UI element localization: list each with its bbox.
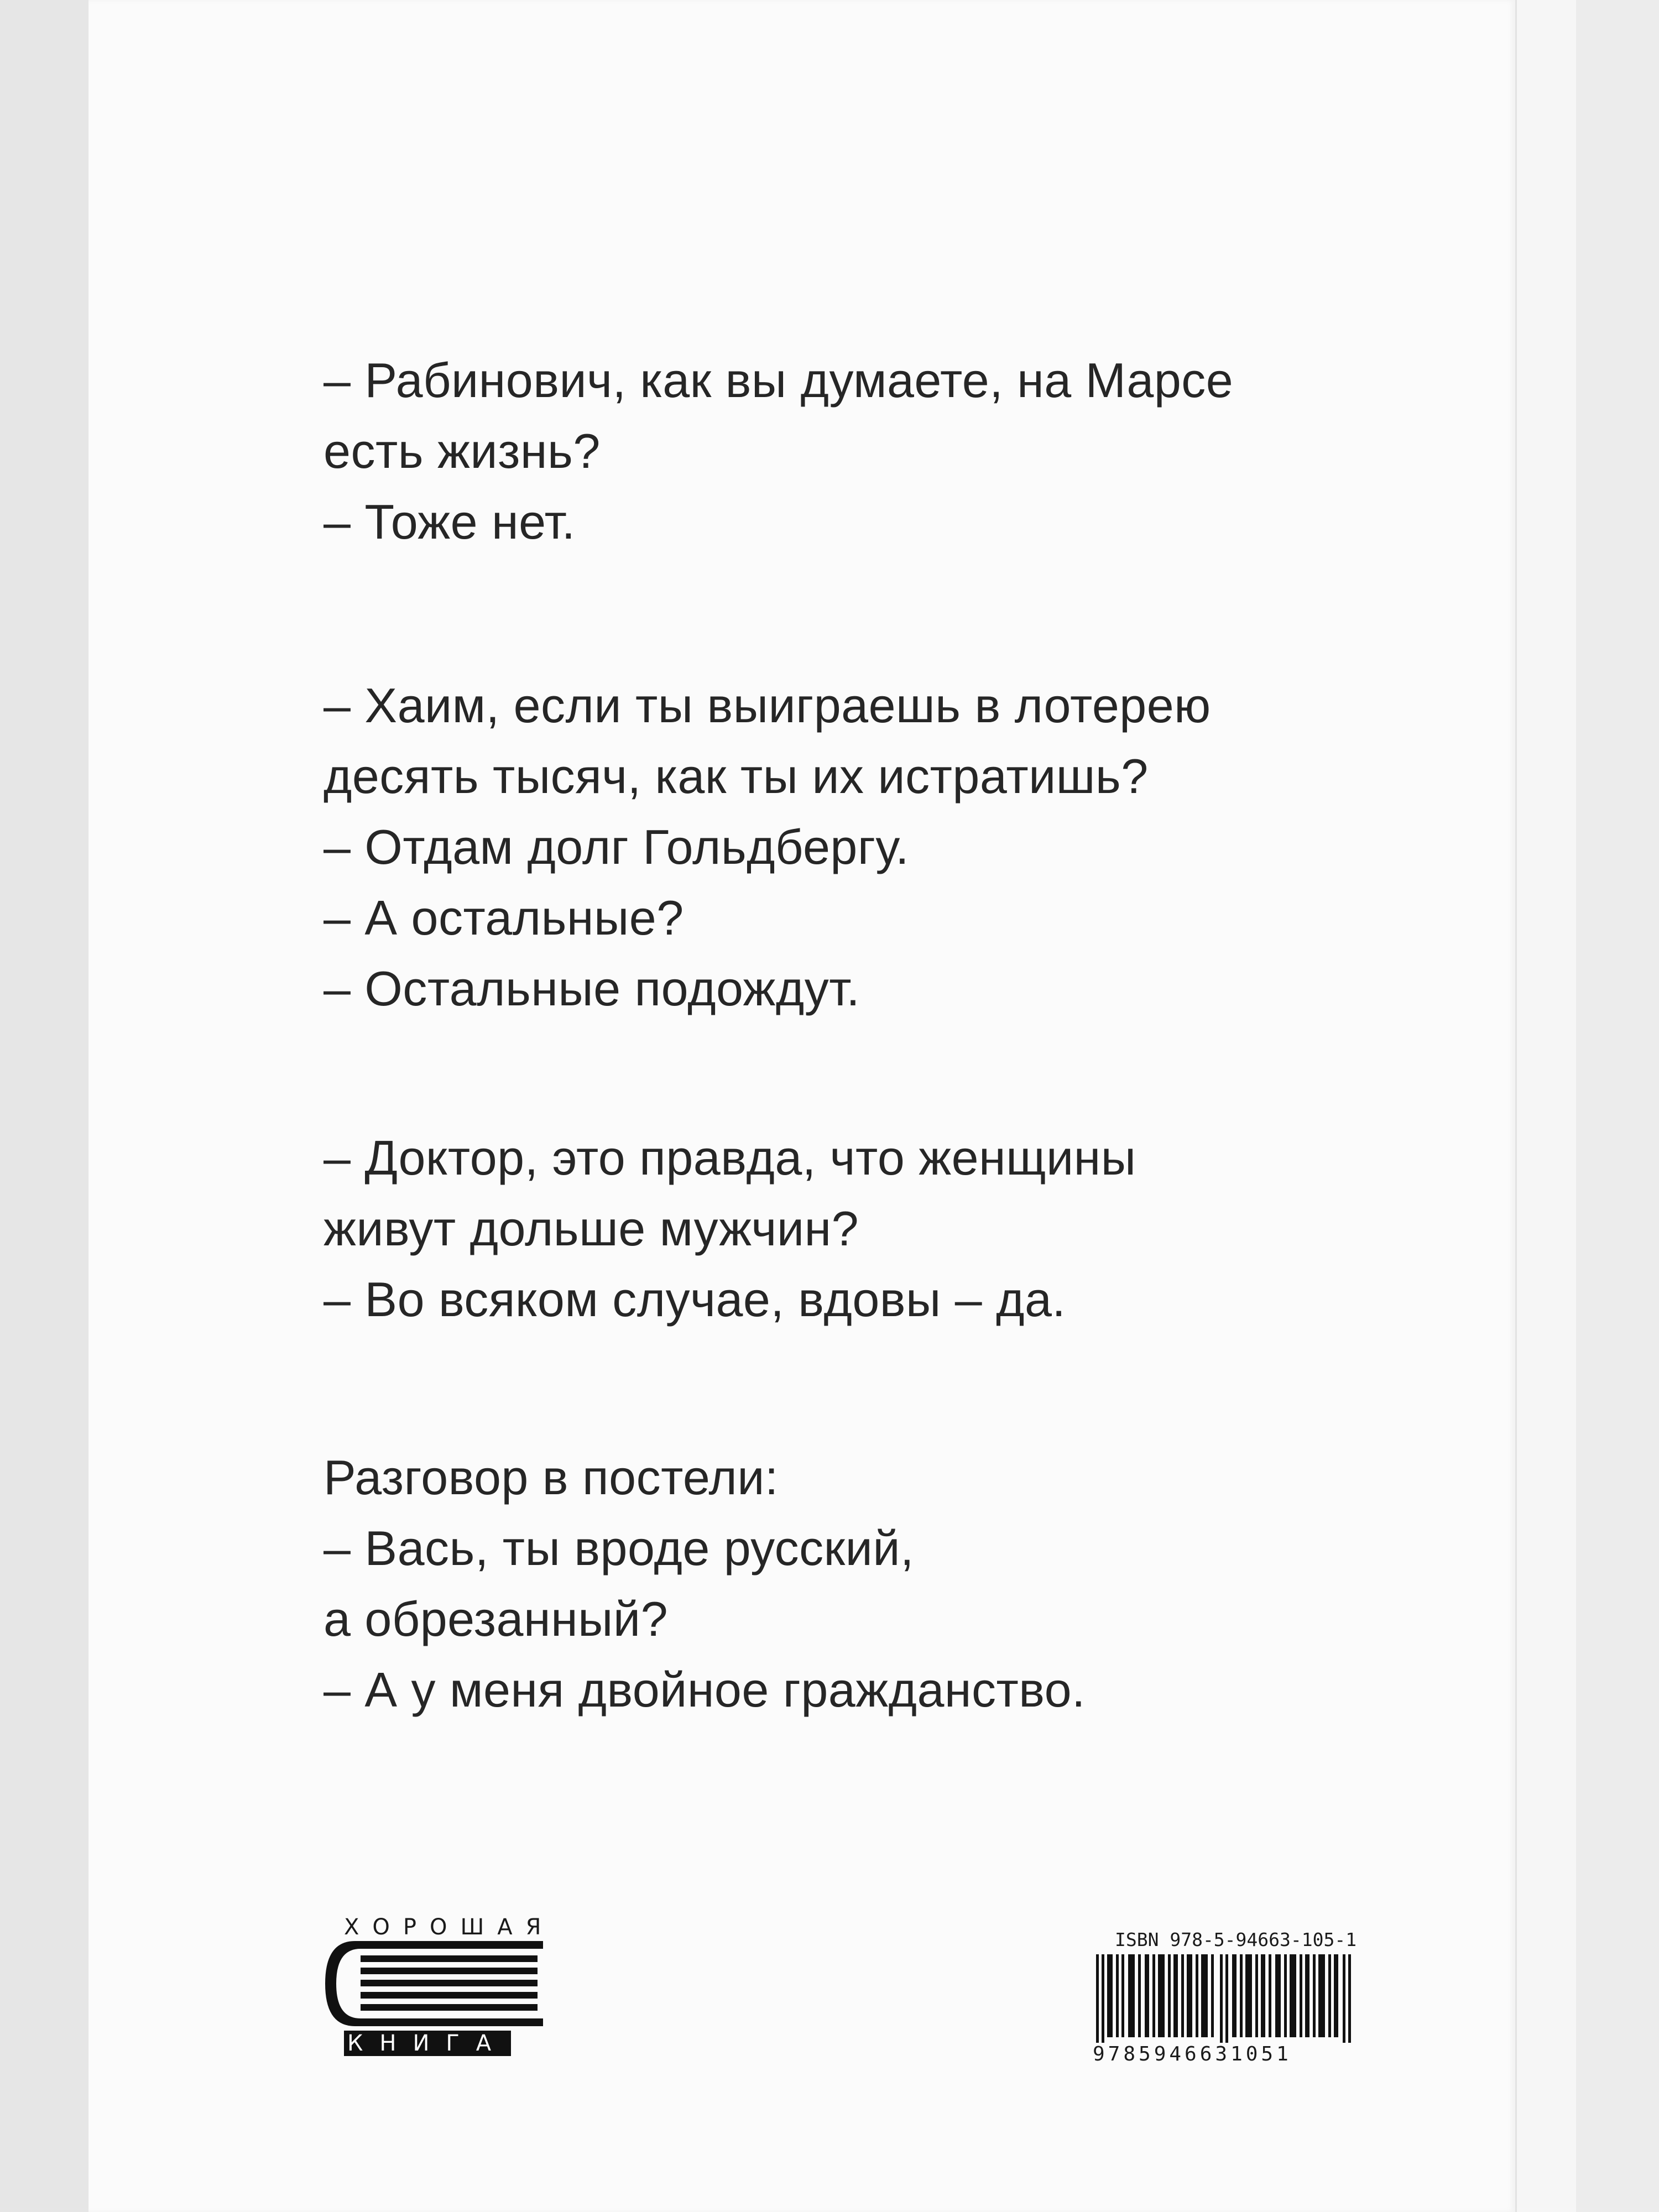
joke-line: – А у меня двойное гражданство. — [324, 1662, 1086, 1717]
joke-line: есть жизнь? — [324, 424, 601, 478]
joke-line: – Доктор, это правда, что женщины — [324, 1130, 1136, 1185]
joke-line: – Вась, ты вроде русский, — [324, 1521, 914, 1575]
scan-right-margin — [1576, 0, 1659, 2212]
joke-line: – Рабинович, как вы думаете, на Марсе — [324, 353, 1234, 408]
joke-line: Разговор в постели: — [324, 1450, 779, 1505]
joke-4 — [324, 1442, 1430, 1725]
joke-line: – А остальные? — [324, 890, 684, 945]
barcode — [1094, 1954, 1359, 2043]
publisher-logo — [322, 1914, 554, 2058]
book-back-cover — [88, 0, 1515, 2212]
joke-line: – Отдам долг Гольдбергу. — [324, 820, 910, 874]
joke-line: – Хаим, если ты выиграешь в лотерею — [324, 678, 1211, 733]
book-stack-icon — [322, 1937, 549, 2031]
joke-line: а обрезанный? — [324, 1592, 669, 1646]
joke-line: десять тысяч, как ты их истратишь? — [324, 749, 1149, 804]
publisher-logo-bottom-word: КНИГА — [344, 2031, 511, 2056]
joke-line: – Остальные подождут. — [324, 961, 860, 1016]
isbn-barcode-block — [1088, 1929, 1365, 2067]
publisher-logo-top-word: ХОРОШАЯ — [344, 1914, 555, 1940]
joke-line: – Во всяком случае, вдовы – да. — [324, 1272, 1066, 1327]
joke-line: – Тоже нет. — [324, 494, 576, 549]
barcode-digits: 9785946631051 — [1093, 2043, 1292, 2065]
joke-3 — [324, 1123, 1430, 1335]
joke-2 — [324, 670, 1430, 1024]
scan-left-margin — [0, 0, 88, 2212]
book-spine-edge — [1515, 0, 1578, 2212]
joke-line: живут дольше мужчин? — [324, 1201, 859, 1256]
isbn-label: ISBN 978-5-94663-105-1 — [1115, 1929, 1357, 1950]
joke-1 — [324, 345, 1430, 557]
